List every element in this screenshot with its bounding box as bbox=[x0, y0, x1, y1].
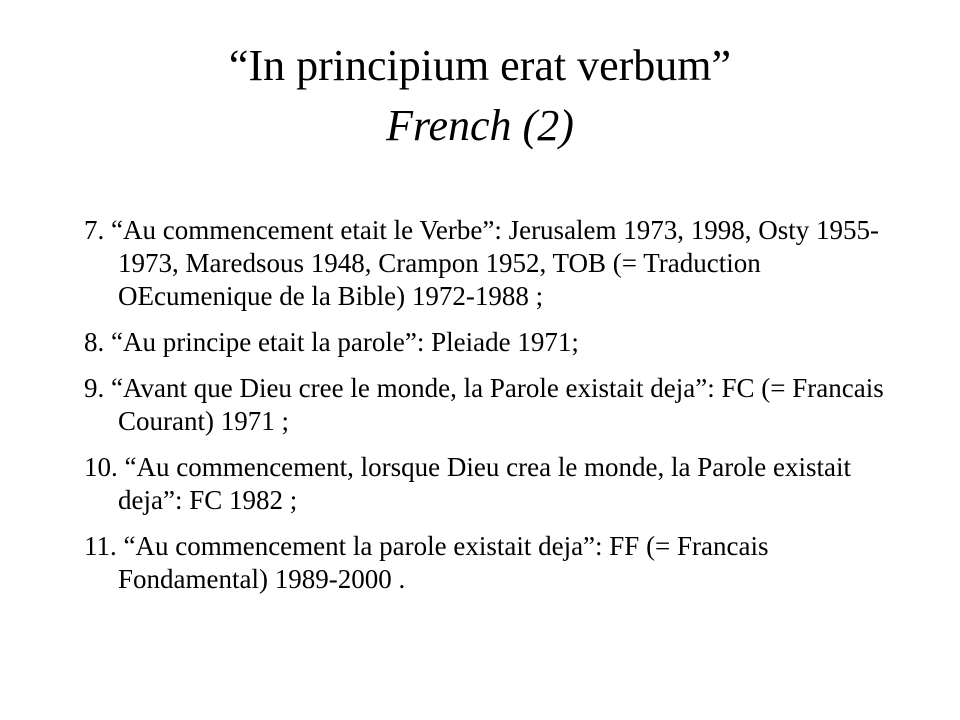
list-item-10: 10. “Au commencement, lorsque Dieu crea le monde, la Parole existait deja”: FC 1982 ; bbox=[84, 452, 851, 515]
list-item-9: 9. “Avant que Dieu cree le monde, la Parole existait deja”: FC (= Francais Courant) 1971 ; bbox=[84, 373, 884, 436]
title-subtitle: French (2) bbox=[386, 101, 574, 150]
title-main: “In principium erat verbum” bbox=[228, 41, 732, 90]
list-item-8: 8. “Au principe etait la parole”: Pleiade 1971; bbox=[84, 327, 579, 357]
slide-title bbox=[0, 36, 960, 156]
translation-list bbox=[84, 214, 914, 609]
list-item-11: 11. “Au commencement la parole existait deja”: FF (= Francais Fondamental) 1989-2000 . bbox=[84, 531, 769, 594]
list-item-7: 7. “Au commencement etait le Verbe”: Jerusalem 1973, 1998, Osty 1955-1973, Maredsous 1948, Crampon 1952, TOB (= Traduction OEcumenique de la Bible) 1972-1988 ; bbox=[84, 215, 880, 311]
